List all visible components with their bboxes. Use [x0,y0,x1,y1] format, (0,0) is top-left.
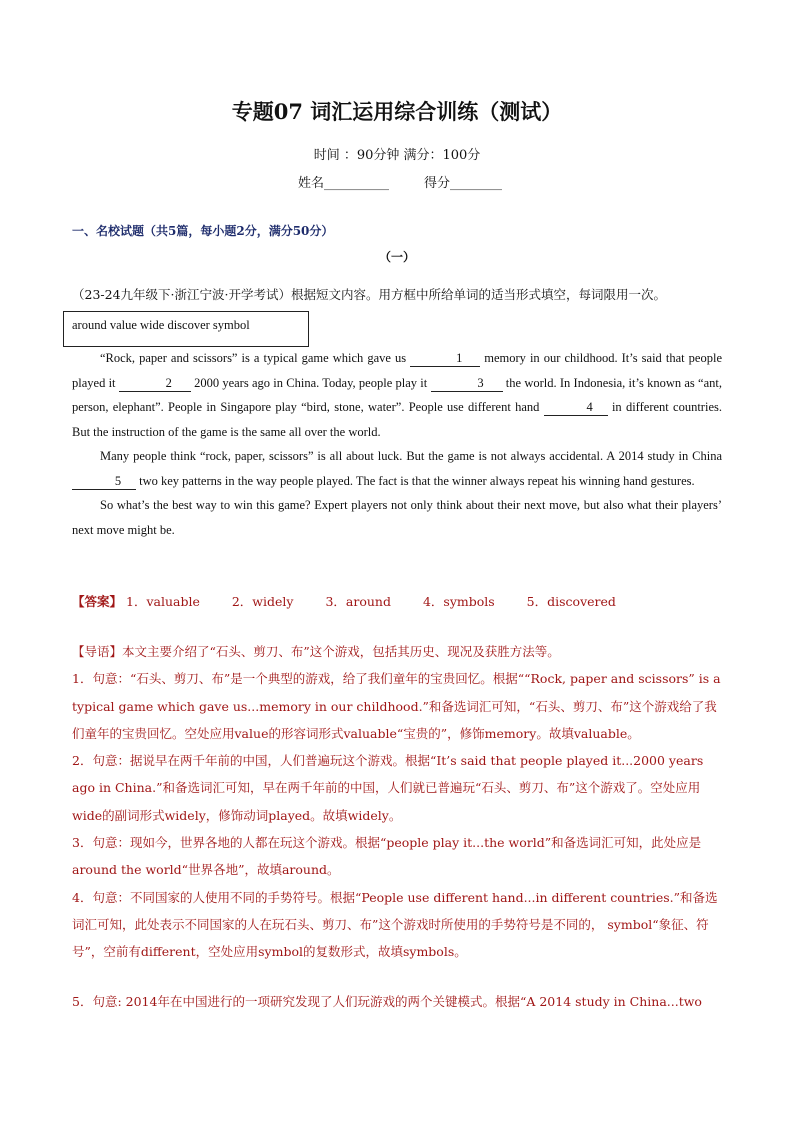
passage-text: the world. In Indonesia, it’s known as “ant, person, elephant”. People in Singapore play “bird, stone, water”. People use different hand [72,375,722,414]
passage [72,346,722,542]
passage-text: two key patterns in the way people played. The fact is that the winner always repeat his winning hand gestures. [136,473,695,488]
blank-5: 5 [72,473,136,490]
page-title: 专题07 词汇运用综合训练（测试） [231,99,563,124]
explanation-2: 2．句意：据说早在两千年前的中国，人们普遍玩这个游戏。根据“It’s said that people played it...2000 years ago in China.”和备选词汇可知，早在两千年前的中国，人们就已普遍玩“石头、剪刀、布”这个游戏了。空处应用wide的副词形式widely，修饰动词played。故填widely。 [72,753,704,823]
passage-text: Many people think “rock, paper, scissors” is all about luck. But the game is not always accidental. A 2014 study in China [100,449,722,463]
answer-item-5: 5．discovered [526,594,616,609]
paragraph-3: So what’s the best way to win this game? Expert players not only think about their next move, but also what their players’ next move might be. [72,498,722,537]
instruction: （23-24九年级下·浙江宁波·开学考试）根据短文内容。用方框中所给单词的适当形式填空，每词限用一次。 [72,287,666,302]
answer-line [72,592,644,610]
explanation [72,638,722,1015]
explanation-4: 4．句意：不同国家的人使用不同的手势符号。根据“People use different hand...in different countries.”和备选词汇可知，此处表示不同国家的人在玩石头、剪刀、布”这个游戏时所使用的手势符号是不同的， symbol“象征、符号”，空前有different，空处应用symbol的复数形式，故填symbols。 [72,889,718,960]
answer-item-3: 3．around [325,594,391,609]
section-heading: 一、名校试题（共5篇，每小题2分，满分50分） [72,224,334,238]
explanation-3: 3．句意：现如今，世界各地的人都在玩这个游戏。根据“people play it...the world”和备选词汇可知，此处应是around the world“世界各地”，故填around。 [72,835,702,878]
sub-heading: （一） [378,250,415,264]
answer-item-2: 2．widely [231,594,294,609]
blank-3: 3 [431,375,503,392]
answer-label: 【答案】 [72,594,123,609]
explanation-1: 1．句意：“石头、剪刀、布”是一个典型的游戏，给了我们童年的宝贵回忆。根据““Rock, paper and scissors” is a typical game which gave us...memory in our childhood.”和备选词汇可知，“石头、剪刀、布”这个游戏给了我们童年的宝贵回忆。空处应用value的形容词形式valuable“宝贵的”，修饰memory。故填valuable。 [72,671,721,741]
blank-2: 2 [119,375,191,392]
explanation-intro: 【导语】本文主要介绍了“石头、剪刀、布”这个游戏，包括其历史、现况及获胜方法等。 [72,644,560,659]
answer-item-4: 4．symbols [422,594,495,609]
paragraph-2 [72,444,722,493]
blank-1: 1 [410,350,480,367]
passage-text: “Rock, paper and scissors” is a typical game which gave us [100,351,411,365]
name-field-label: 姓名__________ [298,176,390,191]
answer-item-1: 1．valuable [126,594,200,609]
passage-text: memory in our childhood. It’s said that people played it [72,351,722,390]
score-field-label: 得分________ [424,176,503,191]
explanation-5: 5．句意: 2014年在中国进行的一项研究发现了人们玩游戏的两个关键模式。根据“A 2014 study in China...two [72,993,702,1009]
time-info: 时间 ：90分钟 满分：100分 [313,148,481,163]
passage-text: 2000 years ago in China. Today, people play it [190,375,431,390]
blank-4: 4 [544,399,608,416]
word-box: around value wide discover symbol [63,311,309,347]
paragraph-1 [72,346,722,444]
passage-text: in different countries. But the instruction of the game is the same all over the world. [72,400,722,439]
